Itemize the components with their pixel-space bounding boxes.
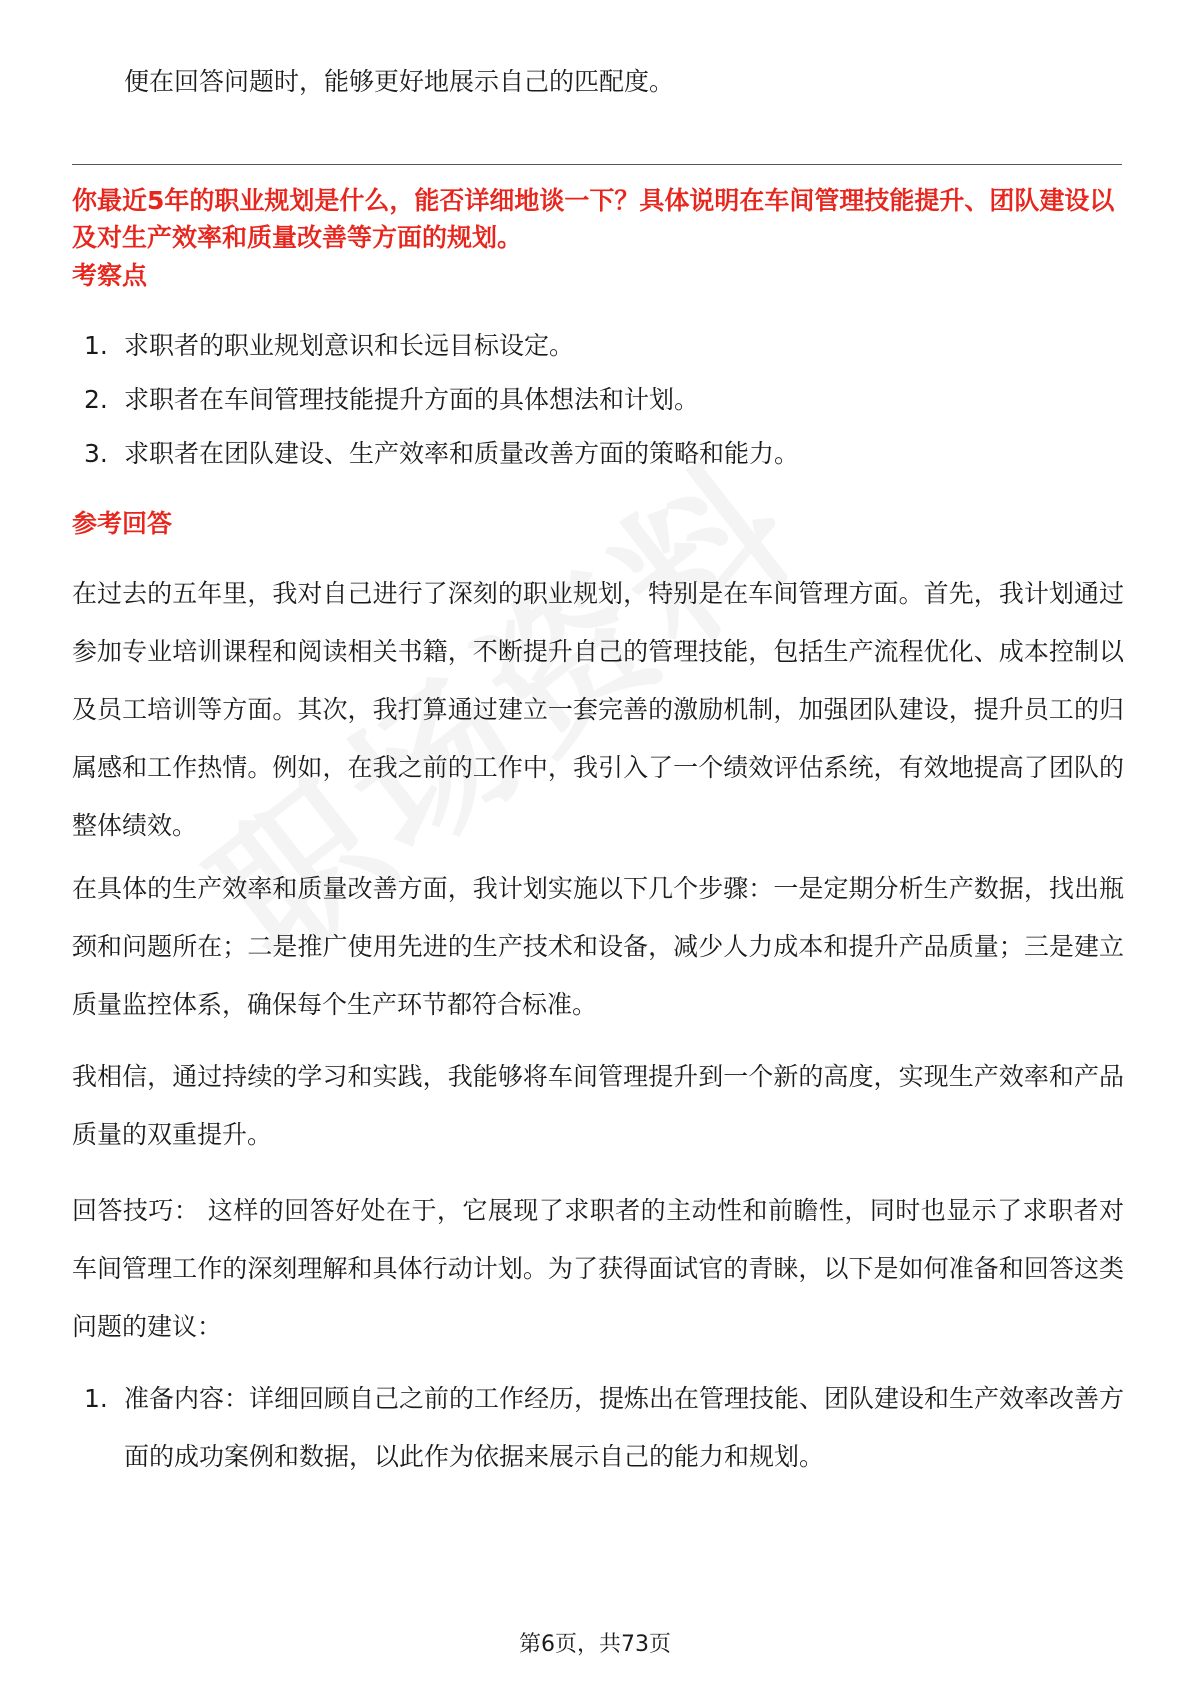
item-text: 准备内容：详细回顾自己之前的工作经历，提炼出在管理技能、团队建设和生产效率改善方面的成功案例和数据，以此作为依据来展示自己的能力和规划。 [124,1384,1125,1471]
page-number: 第6页，共73页 [519,1632,671,1657]
item-text: 求职者在团队建设、生产效率和质量改善方面的策略和能力。 [124,439,800,468]
assessment-item [84,434,1124,474]
answer-tips-intro: 回答技巧： 这样的回答好处在于，它展现了求职者的主动性和前瞻性，同时也显示了求职者对车间管理工作的深刻理解和具体行动计划。为了获得面试官的青睐，以下是如何准备和回答这类问题的建议： [72,1196,1124,1341]
assessment-heading: 考察点 [72,261,148,290]
assessment-item [84,380,1124,420]
item-number: 3. [84,439,108,468]
answer-paragraph: 在过去的五年里，我对自己进行了深刻的职业规划，特别是在车间管理方面。首先，我计划通过参加专业培训课程和阅读相关书籍，不断提升自己的管理技能，包括生产流程优化、成本控制以及员工培训等方面。其次，我打算通过建立一套完善的激励机制，加强团队建设，提升员工的归属感和工作热情。例如，在我之前的工作中，我引入了一个绩效评估系统，有效地提高了团队的整体绩效。 [72,579,1124,840]
item-text: 求职者在车间管理技能提升方面的具体想法和计划。 [124,385,700,414]
assessment-item [84,326,1124,366]
item-number: 1. [84,331,108,360]
answer-paragraph: 在具体的生产效率和质量改善方面，我计划实施以下几个步骤：一是定期分析生产数据，找出瓶颈和问题所在；二是推广使用先进的生产技术和设备，减少人力成本和提升产品质量；三是建立质量监控体系，确保每个生产环节都符合标准。 [72,874,1124,1019]
continuation-text: 便在回答问题时，能够更好地展示自己的匹配度。 [124,67,675,96]
item-number: 2. [84,385,108,414]
item-number: 1. [84,1384,108,1413]
item-text: 求职者的职业规划意识和长远目标设定。 [124,331,575,360]
answer-heading: 参考回答 [72,509,173,538]
question-title: 你最近5年的职业规划是什么，能否详细地谈一下？具体说明在车间管理技能提升、团队建设以及对生产效率和质量改善等方面的规划。 [72,186,1115,252]
section-divider [72,164,1122,165]
answer-paragraph: 我相信，通过持续的学习和实践，我能够将车间管理提升到一个新的高度，实现生产效率和产品质量的双重提升。 [72,1062,1124,1149]
tip-item [84,1370,1124,1486]
